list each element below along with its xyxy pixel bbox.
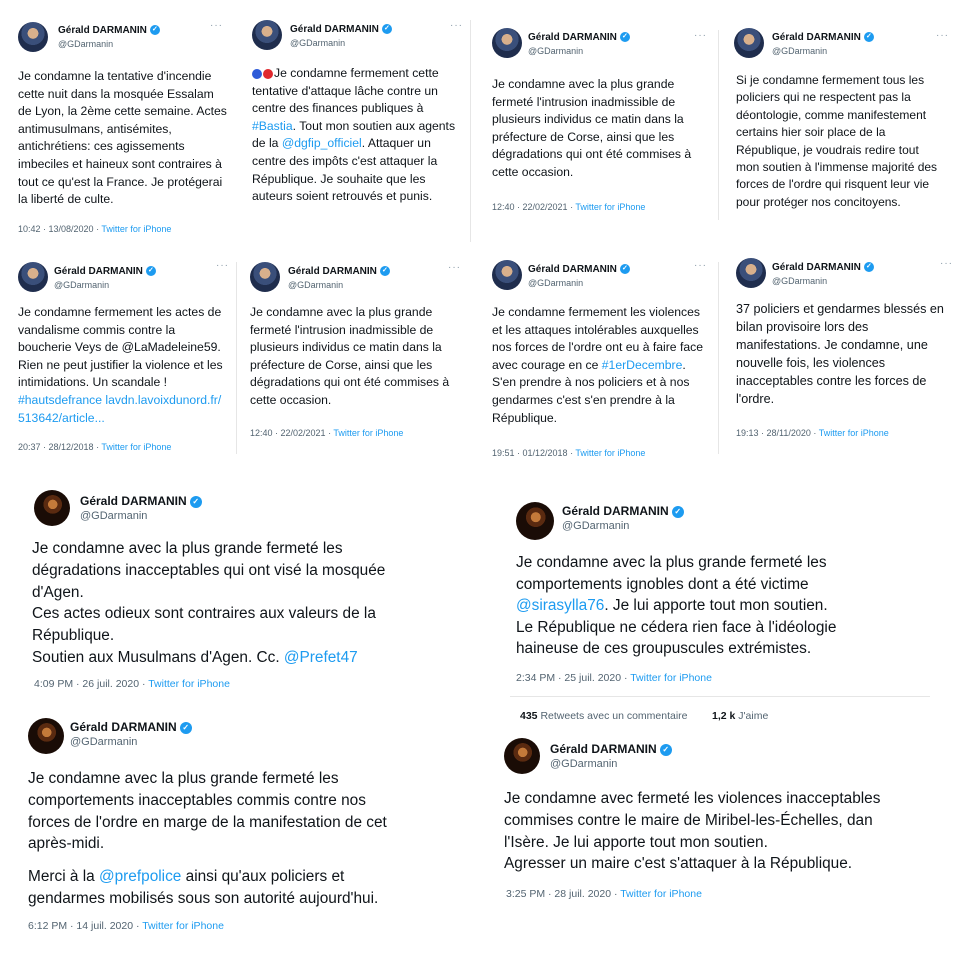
tweet-text: Je condamne avec la plus grande fermeté les dégradations inacceptables qui ont visé la mosquée d'Agen. Ces actes odieux sont contraires aux valeurs de la République. Soutien aux Musulmans d'Agen. Cc. @Prefet47 xyxy=(32,540,386,666)
tweet-card[interactable] xyxy=(502,496,942,736)
tweet-card[interactable] xyxy=(16,712,466,944)
tweet-date: 6:12 PM · 14 juil. 2020 · xyxy=(28,920,140,932)
avatar[interactable] xyxy=(18,262,48,292)
author-handle: @GDarmanin xyxy=(772,46,828,56)
tweet-source-link[interactable]: Twitter for iPhone xyxy=(620,888,702,900)
more-options-icon[interactable]: ··· xyxy=(694,30,707,41)
author-handle: @GDarmanin xyxy=(562,520,630,532)
article-link[interactable]: 513642/article... xyxy=(18,410,105,425)
tweet-source-link[interactable]: Twitter for iPhone xyxy=(333,428,404,438)
tweet-source-link[interactable]: Twitter for iPhone xyxy=(148,678,230,690)
avatar[interactable] xyxy=(516,502,554,540)
tweet-meta xyxy=(516,672,712,684)
author-name[interactable]: Gérald DARMANIN ✓ xyxy=(58,25,160,36)
tweet-date: 10:42 · 13/08/2020 · xyxy=(18,224,100,234)
tweet-card[interactable] xyxy=(482,254,716,466)
like-stats[interactable]: 1,2 k J'aime xyxy=(712,710,769,722)
tweet-text: Je condamne la tentative d'incendie cette nuit dans la mosquée Essalam de Lyon, la 2ème cette semaine. Actes antimusulmans, antisémites, antichrétiens: ces agissements imbeciles et haineux sont contraires à tout ce qu'est la France. Je protégerai la liberté de culte. xyxy=(18,69,227,207)
mention-link[interactable]: @sirasylla76 xyxy=(516,597,605,615)
avatar[interactable] xyxy=(34,490,70,526)
mention-link[interactable]: @dgfip_officiel xyxy=(281,136,362,151)
tweet-text: Je condamne fermement les actes de vandalisme commis contre la boucherie Veys de @LaMadeleine59. Rien ne peut justifier la violence et les intimidations. Un scandale ! #hautsdefrance lavdn.lavoixdunord.fr/ 513642/article... xyxy=(18,304,223,427)
divider xyxy=(718,30,719,220)
tweet-text: Je condamne avec la plus grande fermeté l'intrusion inadmissible de plusieurs individus ce matin dans la préfecture de Corse, ainsi que les dégradations qui ont été commises à cette occasion. xyxy=(250,305,450,407)
tweet-date: 20:37 · 28/12/2018 · xyxy=(18,442,100,452)
author-handle: @GDarmanin xyxy=(290,38,346,48)
hashtag-link[interactable]: #Bastia xyxy=(252,118,293,133)
more-options-icon[interactable]: ··· xyxy=(940,258,953,269)
tweet-card[interactable] xyxy=(20,480,440,702)
avatar[interactable] xyxy=(504,738,540,774)
mention-link[interactable]: @prefpolice xyxy=(99,868,182,885)
hashtag-link[interactable]: #1erDecembre xyxy=(601,357,683,372)
verified-badge-icon: ✓ xyxy=(660,744,672,756)
author-name[interactable]: Gérald DARMANIN ✓ xyxy=(288,266,390,277)
tweet-date: 2:34 PM · 25 juil. 2020 · xyxy=(516,672,628,684)
verified-badge-icon: ✓ xyxy=(146,266,156,276)
tweet-source-link[interactable]: Twitter for iPhone xyxy=(101,224,172,234)
verified-badge-icon: ✓ xyxy=(382,24,392,34)
avatar[interactable] xyxy=(18,22,48,52)
tweet-card[interactable] xyxy=(492,732,954,912)
author-name[interactable]: Gérald DARMANIN ✓ xyxy=(80,494,202,508)
verified-badge-icon: ✓ xyxy=(380,266,390,276)
retweet-stats[interactable]: 435 Retweets avec un commentaire xyxy=(520,710,688,722)
tweet-source-link[interactable]: Twitter for iPhone xyxy=(101,442,172,452)
tweet-date: 12:40 · 22/02/2021 · xyxy=(250,428,332,438)
avatar[interactable] xyxy=(252,20,282,50)
divider xyxy=(236,262,237,454)
red-circle-icon xyxy=(263,69,273,79)
author-name[interactable]: Gérald DARMANIN ✓ xyxy=(70,720,192,734)
tweet-meta xyxy=(18,442,171,452)
tweet-source-link[interactable]: Twitter for iPhone xyxy=(818,428,889,438)
author-name[interactable]: Gérald DARMANIN ✓ xyxy=(54,266,156,277)
tweet-card[interactable] xyxy=(240,256,468,446)
tweet-date: 12:40 · 22/02/2021 · xyxy=(492,202,574,212)
tweet-card[interactable] xyxy=(242,12,468,247)
more-options-icon[interactable]: ··· xyxy=(450,20,463,31)
divider xyxy=(718,262,719,454)
verified-badge-icon: ✓ xyxy=(864,262,874,272)
tweet-meta xyxy=(28,920,224,932)
tweet-text: Je condamne avec la plus grande fermeté l'intrusion inadmissible de plusieurs individus ce matin dans la préfecture de Corse, ainsi que les dégradations qui ont été commises à cette occasion. xyxy=(492,77,692,179)
more-options-icon[interactable]: ··· xyxy=(936,30,949,41)
author-name[interactable]: Gérald DARMANIN ✓ xyxy=(562,504,684,518)
tweet-card[interactable] xyxy=(8,254,236,464)
author-handle: @GDarmanin xyxy=(288,280,344,290)
avatar[interactable] xyxy=(250,262,280,292)
author-handle: @GDarmanin xyxy=(58,39,114,49)
avatar[interactable] xyxy=(736,258,766,288)
tweet-text-paragraph: Merci à la @prefpolice ainsi qu'aux policiers et gendarmes mobilisés sous son autorité aujourd'hui. xyxy=(28,868,379,907)
more-options-icon[interactable]: ··· xyxy=(216,260,229,271)
avatar[interactable] xyxy=(28,718,64,754)
tweet-date: 4:09 PM · 26 juil. 2020 · xyxy=(34,678,146,690)
author-name[interactable]: Gérald DARMANIN ✓ xyxy=(528,32,630,43)
tweet-text: Je condamne avec fermeté les violences inacceptables commises contre le maire de Miribel-les-Échelles, dan l'Isère. Je lui apporte tout mon soutien. Agresser un maire c'est s'attaquer à la République. xyxy=(504,790,881,873)
tweet-source-link[interactable]: Twitter for iPhone xyxy=(630,672,712,684)
author-handle: @GDarmanin xyxy=(550,758,618,770)
author-handle: @GDarmanin xyxy=(70,736,138,748)
tweet-meta xyxy=(506,888,702,900)
verified-badge-icon: ✓ xyxy=(620,264,630,274)
divider xyxy=(470,20,471,242)
author-name[interactable]: Gérald DARMANIN ✓ xyxy=(528,264,630,275)
more-options-icon[interactable]: ··· xyxy=(210,20,223,31)
divider xyxy=(510,696,930,697)
author-name[interactable]: Gérald DARMANIN ✓ xyxy=(550,742,672,756)
verified-badge-icon: ✓ xyxy=(672,506,684,518)
avatar[interactable] xyxy=(492,260,522,290)
tweet-card[interactable] xyxy=(726,18,956,218)
likes-count: 1,2 k xyxy=(712,710,736,722)
retweets-count: 435 xyxy=(520,710,538,722)
tweet-text: Si je condamne fermement tous les policiers qui ne respectent pas la déontologie, comme manifestement certains hier soir place de la République, je voudrais redire tout mon soutien à l'immense majorité des forces de l'ordre qui risquent leur vie pour protéger nos concitoyens. xyxy=(736,73,938,209)
verified-badge-icon: ✓ xyxy=(620,32,630,42)
tweet-source-link[interactable]: Twitter for iPhone xyxy=(142,920,224,932)
verified-badge-icon: ✓ xyxy=(864,32,874,42)
hashtag-link[interactable]: #hautsdefrance lavdn.lavoixdunord.fr/ xyxy=(18,392,222,407)
verified-badge-icon: ✓ xyxy=(180,722,192,734)
author-handle: @GDarmanin xyxy=(54,280,110,290)
avatar[interactable] xyxy=(734,28,764,58)
more-options-icon[interactable]: ··· xyxy=(448,262,461,273)
verified-badge-icon: ✓ xyxy=(190,496,202,508)
tweet-card[interactable] xyxy=(8,12,230,247)
tweet-meta xyxy=(18,224,171,234)
author-name[interactable]: Gérald DARMANIN ✓ xyxy=(772,262,874,273)
tweet-date: 19:13 · 28/11/2020 · xyxy=(736,428,817,438)
tweet-text: Je condamne fermement les violences et les attaques intolérables auxquelles nos forces de l'ordre ont eu à faire face avec courage en ce #1erDecembre. S'en prendre à nos policiers et à nos gendarmes c'est s'en prendre à la République. xyxy=(492,305,703,425)
tweet-text: Je condamne avec la plus grande fermeté les comportements ignobles dont a été victime @sirasylla76. Je lui apporte tout mon soutien. Le République ne cédera rien face à l'idéologie haineuse de ces groupuscules extrémistes. xyxy=(516,554,837,658)
tweet-date: 3:25 PM · 28 juil. 2020 · xyxy=(506,888,618,900)
tweet-card[interactable] xyxy=(726,254,958,446)
verified-badge-icon: ✓ xyxy=(150,25,160,35)
mention-link[interactable]: @Prefet47 xyxy=(283,648,358,666)
tweet-text: Je condamne avec la plus grande fermeté les comportements inacceptables commis contre nos forces de l'ordre en marge de la manifestation de cet après-midi. xyxy=(28,770,387,853)
tweet-date: 19:51 · 01/12/2018 · xyxy=(492,448,574,458)
tweet-source-link[interactable]: Twitter for iPhone xyxy=(575,202,646,212)
tweet-meta xyxy=(492,202,645,212)
author-handle: @GDarmanin xyxy=(528,46,584,56)
tweet-card[interactable] xyxy=(482,16,714,216)
tweet-meta xyxy=(250,428,403,438)
author-handle: @GDarmanin xyxy=(772,276,828,286)
more-options-icon[interactable]: ··· xyxy=(694,260,707,271)
author-name[interactable]: Gérald DARMANIN ✓ xyxy=(772,32,874,43)
blue-circle-icon xyxy=(252,69,262,79)
avatar[interactable] xyxy=(492,28,522,58)
tweet-meta xyxy=(34,678,230,690)
tweet-text: Je condamne fermement cette tentative d'attaque lâche contre un centre des finances publiques à #Bastia. Tout mon soutien aux agents de la @dgfip_officiel. Attaquer un centre des impôts c'est attaquer la République. Je souhaite que les auteurs soient retrouvés et punis. xyxy=(252,66,456,204)
tweet-source-link[interactable]: Twitter for iPhone xyxy=(575,448,646,458)
author-handle: @GDarmanin xyxy=(80,510,148,522)
author-name[interactable]: Gérald DARMANIN ✓ xyxy=(290,24,392,35)
tweet-meta xyxy=(492,448,645,458)
author-handle: @GDarmanin xyxy=(528,278,584,288)
tweet-text: 37 policiers et gendarmes blessés en bilan provisoire lors des manifestations. Je condamne, une nouvelle fois, les violences inacceptables contre les forces de l'ordre. xyxy=(736,302,944,406)
tweet-meta xyxy=(736,428,889,438)
